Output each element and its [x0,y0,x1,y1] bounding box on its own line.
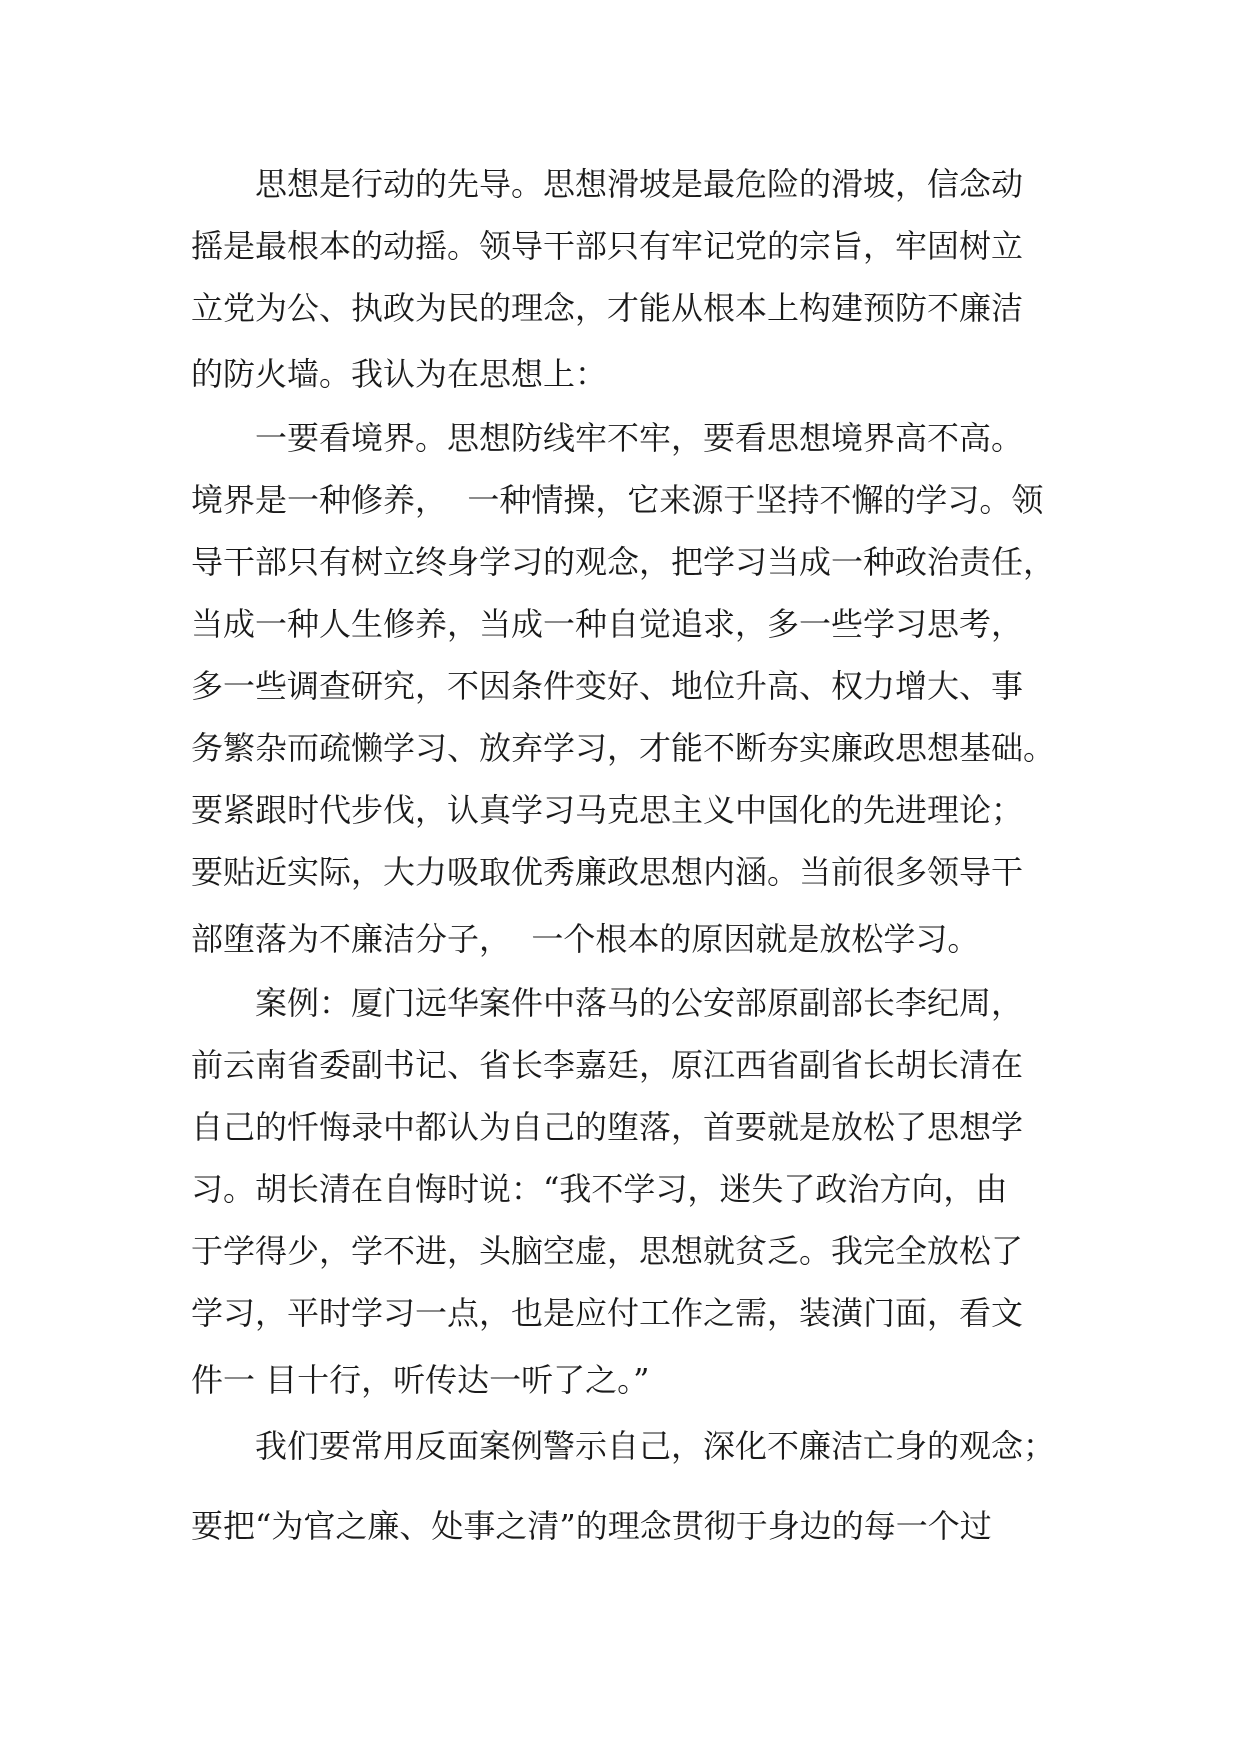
paragraph-3-line-4: 习。胡长清在自悔时说：“我不学习，迷失了政治方向，由 [191,1170,1008,1208]
paragraph-3-line-5: 于学得少，学不进，头脑空虚，思想就贫乏。我完全放松了 [191,1232,1024,1270]
paragraph-3-line-3: 自己的忏悔录中都认为自己的堕落，首要就是放松了思想学 [191,1108,1024,1146]
paragraph-2-line-4: 当成一种人生修养，当成一种自觉追求，多一些学习思考， [191,605,1024,643]
paragraph-3-line-7: 件一 目十行，听传达一听了之。” [191,1361,650,1399]
paragraph-2-line-1: 一要看境界。思想防线牢不牢，要看思想境界高不高。 [255,419,1024,457]
paragraph-3-line-6: 学习，平时学习一点，也是应付工作之需，装潢门面，看文 [191,1294,1024,1332]
paragraph-2-line-6: 务繁杂而疏懒学习、放弃学习，才能不断夯实廉政思想基础。 [191,729,1056,767]
paragraph-1-line-2: 摇是最根本的动摇。领导干部只有牢记党的宗旨，牢固树立 [191,227,1024,265]
paragraph-1-line-1: 思想是行动的先导。思想滑坡是最危险的滑坡，信念动 [255,165,1024,203]
paragraph-2-line-8: 要贴近实际，大力吸取优秀廉政思想内涵。当前很多领导干 [191,853,1024,891]
paragraph-4-line-2: 要把“为官之廉、处事之清”的理念贯彻于身边的每一个过 [191,1507,992,1545]
paragraph-2-line-7: 要紧跟时代步伐，认真学习马克思主义中国化的先进理论； [191,791,1024,829]
paragraph-3-line-2: 前云南省委副书记、省长李嘉廷，原江西省副省长胡长清在 [191,1046,1024,1084]
paragraph-2-line-5: 多一些调查研究，不因条件变好、地位升高、权力增大、事 [191,667,1024,705]
paragraph-3-line-1: 案例：厦门远华案件中落马的公安部原副部长李纪周， [255,984,1024,1022]
paragraph-2-line-2: 境界是一种修养， 一种情操，它来源于坚持不懈的学习。领 [191,481,1044,519]
paragraph-2-line-9: 部堕落为不廉洁分子， 一个根本的原因就是放松学习。 [191,920,980,958]
paragraph-1-line-4: 的防火墙。我认为在思想上： [191,355,608,393]
paragraph-2-line-3: 导干部只有树立终身学习的观念，把学习当成一种政治责任， [191,543,1056,581]
paragraph-4-line-1: 我们要常用反面案例警示自己，深化不廉洁亡身的观念； [255,1427,1056,1465]
paragraph-1-line-3: 立党为公、执政为民的理念，才能从根本上构建预防不廉洁 [191,289,1024,327]
